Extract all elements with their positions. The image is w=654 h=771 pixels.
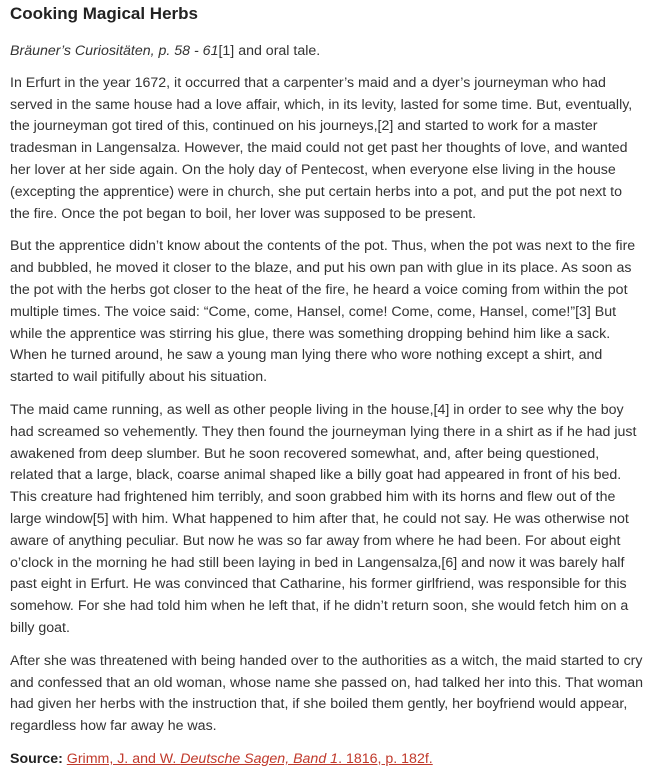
source-label: Source: (10, 750, 63, 767)
paragraph-3: The maid came running, as well as other people living in the house,[4] in order to see why the boy had screamed so vehemently. They then found the journeyman lying there in a shirt as if he had just awakened from deep slumber. But he soon recovered somewhat, and, after being questioned, related that a large, black, coarse animal shaped like a billy goat had appeared in front of his bed. This creature had frightened him terribly, and soon grabbed him with its horns and flew out of the large window[5] with him. What happened to him after that, he could not say. He was otherwise not aware of anything peculiar. But now he was so far away from where he had been. For about eight o’clock in the morning he had still been laying in bed in Langensalza,[6] and now it was barely half past eight in Erfurt. He was convinced that Catharine, his former girlfriend, was responsible for this somehow. For she had told him when he left that, if he didn’t return soon, she would fetch him on a billy goat. (10, 401, 637, 636)
paragraph-1: In Erfurt in the year 1672, it occurred that a carpenter’s maid and a dyer’s journeyman who had served in the same house had a love affair, which, in its levity, lasted for some time. But, eventually, the journeyman got tired of this, continued on his journeys,[2] and started to work for a master tradesman in Langensalza. However, the maid could not get past her thoughts of love, and wanted her lover at her side again. On the holy day of Pentecost, when everyone else living in the house (excepting the apprentice) were in church, she put certain herbs into a pot, and put the pot next to the fire. Once the pot began to boil, her lover was supposed to be present. (10, 74, 633, 222)
paragraph-2: But the apprentice didn’t know about the contents of the pot. Thus, when the pot was next to the fire and bubbled, he moved it closer to the blaze, and put his own pan with glue in its place. As soon as the pot with the herbs got closer to the heat of the fire, he heard a voice coming from within the pot multiple times. The voice said: “Come, come, Hansel, come! Come, come, Hansel, come!”[3] But while the apprentice was stirring his glue, there was something dropping behind him like a sack. When he turned around, he saw a young man lying there who wore nothing except a shirt, and started to wail pitifully about his situation. (10, 238, 636, 386)
page-title: Cooking Magical Herbs (10, 4, 198, 23)
citation-work: Bräuner’s Curiositäten, p. 58 - 61 (10, 43, 219, 59)
footnote-ref-1[interactable]: [1] (218, 43, 235, 59)
source-link-post: . 1816, p. 182f. (338, 750, 433, 767)
source-link-title: Deutsche Sagen, Band 1 (180, 750, 339, 767)
source-link[interactable] (67, 751, 433, 767)
source-line (10, 749, 644, 771)
citation-rest: and oral tale. (234, 43, 321, 59)
citation-line (10, 41, 644, 63)
paragraph-4: After she was threatened with being handed over to the authorities as a witch, the maid started to cry and confessed that an old woman, whose name she passed on, had talked her into this. That woman had given her herbs with the instruction that, if she boiled them gently, her boyfriend would appear, regardless how far away he was. (10, 652, 644, 735)
source-link-pre: Grimm, J. and W. (66, 750, 181, 767)
